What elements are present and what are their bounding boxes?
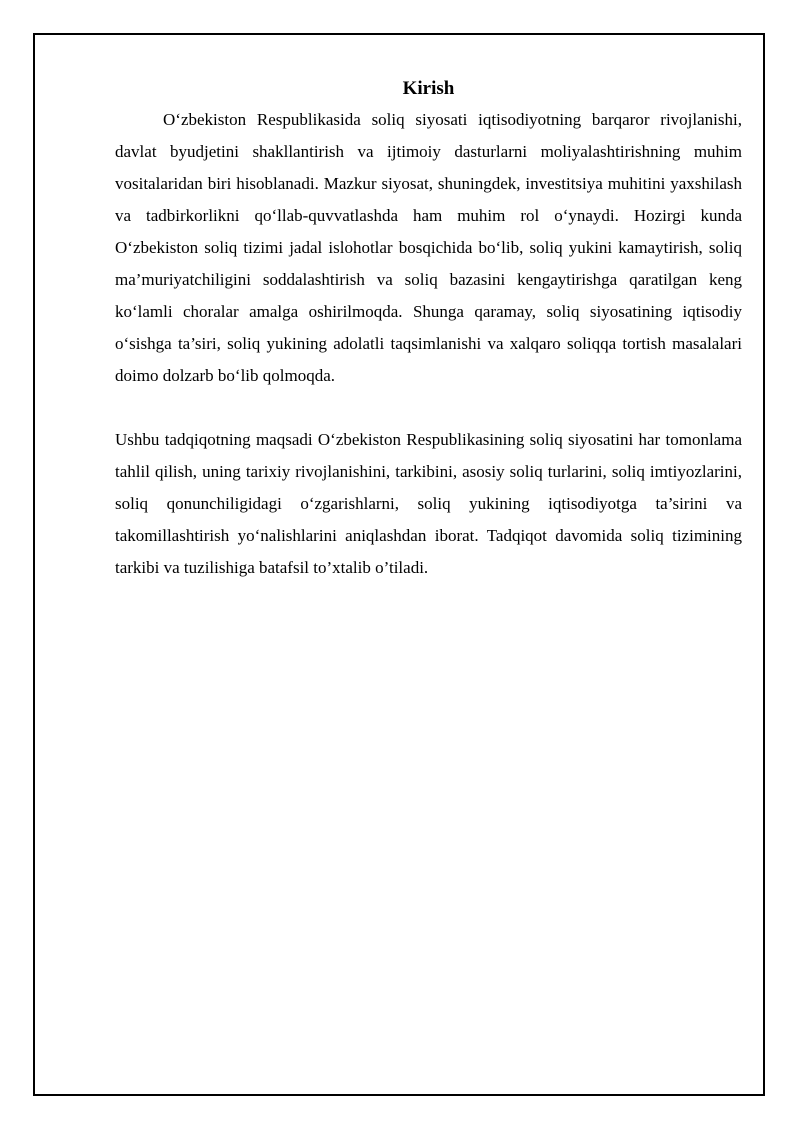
document-title: Kirish xyxy=(402,78,455,99)
paragraph-2: Ushbu tadqiqotning maqsadi O‘zbekiston Respublikasining soliq siyosatini har tomonlama tahlil qilish, uning tarixiy rivojlanishini, tarkibini, asosiy soliq turlarini, soliq imtiyozlarini, soliq qonunchiligidagi o‘zgarishlarni, soliq yukining iqtisodiyotga ta’sirini va takomillashtirish yo‘nalishlarini aniqlashdan iborat. Tadqiqot davomida soliq tizimining tarkibi va tuzilishiga batafsil to’xtalib o’tiladi. xyxy=(115,430,742,577)
paragraph-1: O‘zbekiston Respublikasida soliq siyosati iqtisodiyotning barqaror rivojlanishi, davlat byudjetini shakllantirish va ijtimoiy dasturlarni moliyalashtirishning muhim vositalaridan biri hisoblanadi. Mazkur siyosat, shuningdek, investitsiya muhitini yaxshilash va tadbirkorlikni qo‘llab-quvvatlashda ham muhim rol o‘ynaydi. Hozirgi kunda O‘zbekiston soliq tizimi jadal islohotlar bosqichida bo‘lib, soliq yukini kamaytirish, soliq ma’muriyatchiligini soddalashtirish va soliq bazasini kengaytirishga qaratilgan keng ko‘lamli choralar amalga oshirilmoqda. Shunga qaramay, soliq siyosatining iqtisodiy o‘sishga ta’siri, soliq yukining adolatli taqsimlanishi va xalqaro soliqqa tortish masalalari doimo dolzarb bo‘lib qolmoqda. xyxy=(115,110,742,385)
paragraph-spacer xyxy=(115,392,742,424)
document-body xyxy=(115,74,742,584)
